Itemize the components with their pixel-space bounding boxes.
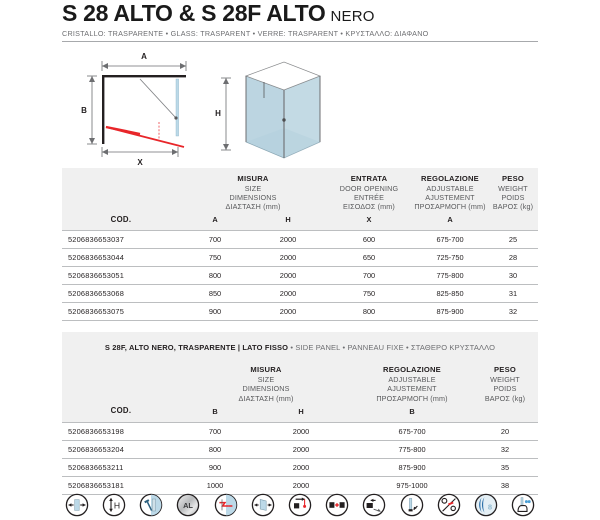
cell-b: 700 <box>180 422 250 440</box>
cell-weight: 25 <box>488 231 538 249</box>
table-row <box>62 285 538 303</box>
table-row <box>62 458 538 476</box>
col-header-peso: PESO WEIGHT POIDS ΒΑΡΟΣ (kg) <box>488 168 538 213</box>
section-title-bold: S 28F, ALTO NERO, TRASPARENTE | LATO FISSO <box>104 343 289 353</box>
cell-x: 650 <box>326 249 412 267</box>
sub-header-h: H <box>250 213 326 231</box>
page-subtitle: CRISTALLO: TRASPARENTE • GLASS: TRASPARENT • VERRE: TRASPARENT • ΚΡΥΣΤΑΛΛΟ: ΔΙΑΦΑΝΟ <box>62 29 429 38</box>
cell-h: 2000 <box>250 476 352 494</box>
sub-header-reg: A <box>412 213 488 231</box>
cell-weight: 20 <box>472 422 538 440</box>
sub2-header-peso-blank <box>472 405 538 423</box>
page-title <box>62 2 600 25</box>
col-header-regolazione: REGOLAZIONE ADJUSTABLE AJUSTEMENT ΠΡΟΣΑΡΜΟΓΗ (mm) <box>412 168 488 213</box>
cell-x: 800 <box>326 303 412 321</box>
sliding-exit-icon[interactable] <box>281 493 318 517</box>
main-specification-table <box>62 168 538 321</box>
col-header-misura: MISURA SIZE DIMENSIONS ΔΙΑΣΤΑΣΗ (mm) <box>180 168 326 213</box>
technical-drawings <box>0 46 600 168</box>
cell-x: 600 <box>326 231 412 249</box>
magnetic-seal-icon[interactable] <box>319 493 356 517</box>
cell-x: 700 <box>326 267 412 285</box>
cell-weight: 35 <box>472 458 538 476</box>
cell-reg: 775-800 <box>412 267 488 285</box>
cell-a: 800 <box>180 267 250 285</box>
safety-glass-8mm-icon[interactable] <box>468 493 505 517</box>
main-table-block <box>62 168 538 321</box>
col-header-entrata: ENTRATA DOOR OPENING ENTRÉE ΕΙΣΟΔΟΣ (mm) <box>326 168 412 213</box>
page-header <box>0 0 600 38</box>
cell-weight: 38 <box>472 476 538 494</box>
easy-clean-icon[interactable] <box>430 493 467 517</box>
side-panel-table-body <box>62 422 538 494</box>
cell-b: 1000 <box>180 476 250 494</box>
cell-reg: 675-700 <box>352 422 472 440</box>
col2-header-peso: PESO WEIGHT POIDS ΒΑΡΟΣ (kg) <box>472 359 538 404</box>
sub-header-x: X <box>326 213 412 231</box>
col2-header-regolazione: REGOLAZIONE ADJUSTABLE AJUSTEMENT ΠΡΟΣΑΡΜΟΓΗ (mm) <box>352 359 472 404</box>
cell-code: 5206836653075 <box>62 303 180 321</box>
cell-h: 2000 <box>250 422 352 440</box>
aluminium-icon-label: AL <box>183 501 194 510</box>
feature-icon-strip <box>0 490 600 520</box>
plan-label-a: A <box>141 52 147 61</box>
flexible-panel-icon[interactable] <box>207 493 244 517</box>
cell-reg: 875-900 <box>412 303 488 321</box>
cell-b: 800 <box>180 440 250 458</box>
cell-a: 700 <box>180 231 250 249</box>
section-title-light: • SIDE PANEL • PANNEAU FIXE • ΣΤΑΘΕΡΟ ΚΡΥΣΤΑΛΛΟ <box>288 343 496 353</box>
col-header-cod: COD. <box>62 168 180 231</box>
cell-h: 2000 <box>250 440 352 458</box>
cell-weight: 32 <box>472 440 538 458</box>
cell-a: 750 <box>180 249 250 267</box>
plan-view-drawing <box>80 48 210 171</box>
side-panel-specification-table <box>62 359 538 494</box>
cell-reg: 875-900 <box>352 458 472 476</box>
plan-label-b: B <box>81 106 87 115</box>
cell-reg: 675-700 <box>412 231 488 249</box>
isometric-view-drawing <box>212 46 332 171</box>
cell-a: 850 <box>180 285 250 303</box>
cell-code: 5206836653044 <box>62 249 180 267</box>
cell-b: 900 <box>180 458 250 476</box>
cell-reg: 975-1000 <box>352 476 472 494</box>
height-icon-label: H <box>113 500 120 511</box>
table-row <box>62 267 538 285</box>
table-row <box>62 231 538 249</box>
sub2-header-b: B <box>180 405 250 423</box>
cell-reg: 825-850 <box>412 285 488 303</box>
cell-weight: 31 <box>488 285 538 303</box>
plan-label-x: X <box>137 158 143 166</box>
installation-tool-icon[interactable] <box>132 493 169 517</box>
main-table-body <box>62 231 538 321</box>
table-row <box>62 249 538 267</box>
cell-weight: 28 <box>488 249 538 267</box>
aluminium-material-icon[interactable] <box>170 493 207 517</box>
cell-weight: 30 <box>488 267 538 285</box>
cell-reg: 725-750 <box>412 249 488 267</box>
side-panel-section-header <box>62 332 538 359</box>
sub2-header-h: H <box>250 405 352 423</box>
table-row <box>62 303 538 321</box>
iso-label-h: H <box>215 109 221 118</box>
cell-a: 900 <box>180 303 250 321</box>
table-row <box>62 422 538 440</box>
col2-header-misura: MISURA SIZE DIMENSIONS ΔΙΑΣΤΑΣΗ (mm) <box>180 359 352 404</box>
title-main-text: S 28 ALTO & S 28F ALTO <box>62 0 326 26</box>
sub-header-peso-blank <box>488 213 538 231</box>
cell-h: 2000 <box>250 458 352 476</box>
cell-x: 750 <box>326 285 412 303</box>
cell-weight: 32 <box>488 303 538 321</box>
cell-h: 2000 <box>250 231 326 249</box>
pivot-door-icon[interactable] <box>244 493 281 517</box>
cell-h: 2000 <box>250 285 326 303</box>
width-adjustment-icon[interactable] <box>58 493 95 517</box>
table-row <box>62 440 538 458</box>
cell-code: 5206836653037 <box>62 231 180 249</box>
cell-h: 2000 <box>250 249 326 267</box>
height-dimension-icon[interactable] <box>95 493 132 517</box>
reversible-door-icon[interactable] <box>356 493 393 517</box>
cell-code: 5206836653068 <box>62 285 180 303</box>
cell-code: 5206836653211 <box>62 458 180 476</box>
cell-code: 5206836653198 <box>62 422 180 440</box>
vertical-profile-icon[interactable] <box>393 493 430 517</box>
cell-code: 5206836653181 <box>62 476 180 494</box>
glass-thickness-label: 8 <box>488 502 493 512</box>
cell-reg: 775-800 <box>352 440 472 458</box>
sub2-header-reg: B <box>352 405 472 423</box>
hand-touch-icon[interactable] <box>505 493 542 517</box>
side-panel-table-block <box>62 359 538 494</box>
cell-h: 2000 <box>250 303 326 321</box>
col2-header-cod: COD. <box>62 359 180 422</box>
header-divider <box>62 41 538 42</box>
cell-code: 5206836653204 <box>62 440 180 458</box>
sub-header-a: A <box>180 213 250 231</box>
cell-code: 5206836653051 <box>62 267 180 285</box>
title-suffix-text: NERO <box>330 8 375 25</box>
cell-h: 2000 <box>250 267 326 285</box>
